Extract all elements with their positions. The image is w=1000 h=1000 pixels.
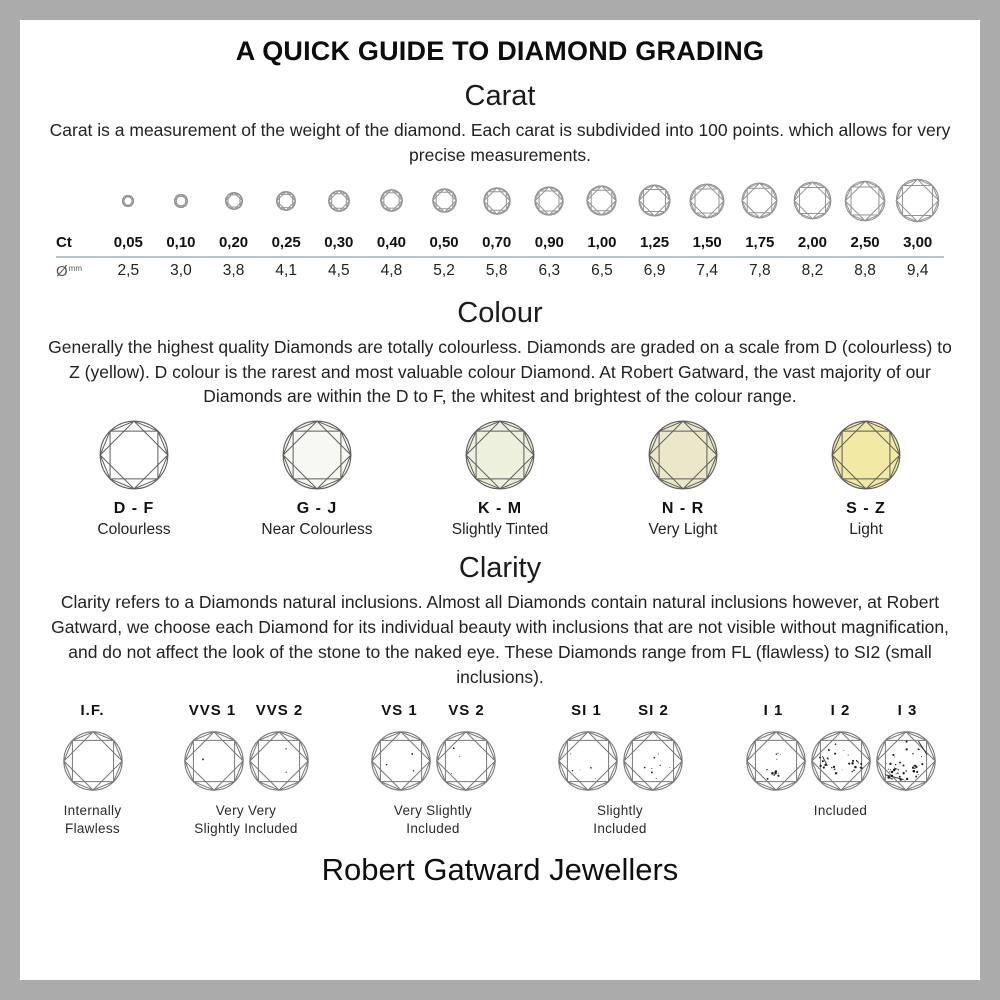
carat-description: Carat is a measurement of the weight of the diamond. Each carat is subdivided into 100 points. which allows for very precise measurements. (49, 120, 951, 165)
carat-heading: Carat (464, 80, 536, 112)
colour-grade-name: Light (849, 521, 883, 539)
clarity-group-diamonds (745, 730, 937, 792)
clarity-caption-line: Very Slightly (393, 802, 473, 818)
carat-ct-value: 1,00 (587, 233, 617, 251)
carat-ct-value: 1,50 (692, 233, 722, 251)
colour-grade-name: Near Colourless (261, 521, 373, 539)
carat-ct-value: 0,70 (482, 233, 512, 251)
carat-diamond-icon (225, 192, 243, 210)
carat-diamond-icon (638, 184, 671, 217)
carat-diamond-cell (207, 192, 260, 210)
carat-diamond-icon (483, 187, 511, 215)
carat-mm-value: 8,2 (801, 262, 824, 280)
carat-ct-value: 3,00 (903, 233, 933, 251)
carat-mm-value: 3,8 (222, 262, 245, 280)
carat-diamond-row (56, 172, 944, 230)
carat-ct-value: 0,40 (376, 233, 407, 251)
diameter-symbol: Ø (56, 262, 68, 280)
colour-grade-column (775, 419, 958, 539)
carat-ct-value: 0,30 (324, 233, 354, 251)
carat-diamond-icon (741, 182, 778, 219)
carat-section (20, 80, 980, 284)
clarity-description: Clarity refers to a Diamonds natural inclusions. Almost all Diamonds contain natural inclusions however, at Robert Gatward, we choose each Diamond for its individual beauty with inclusions that are not visible without magnification, and do not affect the look of the stone to the naked eye. These Diamonds range from FL (flawless) to SI2 (small inclusions). (51, 592, 949, 687)
carat-diamond-icon (895, 178, 940, 223)
carat-diamond-cell (365, 189, 418, 212)
clarity-caption-line: Slightly Included (194, 820, 298, 836)
carat-mm-value: 5,8 (485, 262, 508, 280)
carat-diamond-icon (122, 195, 134, 207)
carat-mm-value: 8,8 (854, 262, 876, 280)
colour-section (20, 297, 980, 540)
carat-diamond-cell (576, 185, 629, 216)
clarity-group (179, 702, 313, 838)
clarity-heading: Clarity (458, 552, 542, 585)
carat-ct-value: 2,00 (797, 233, 828, 251)
carat-diamond-cell (786, 181, 839, 220)
clarity-grade-label: SI 1 (571, 701, 602, 719)
carat-diamond-cell (891, 178, 944, 223)
carat-diamond-icon (380, 189, 403, 212)
clarity-group-caption (64, 802, 122, 838)
carat-mm-value: 5,2 (433, 262, 455, 280)
carat-size-chart (56, 172, 944, 284)
carat-mm-value: 4,8 (380, 262, 403, 280)
carat-ct-value: 0,10 (166, 233, 196, 251)
carat-mm-value: 7,4 (696, 262, 718, 280)
colour-grade-name: Very Light (648, 521, 718, 539)
clarity-diamond-icon (248, 730, 310, 792)
colour-grade-range: K - M (477, 500, 523, 518)
carat-ct-value: 0,20 (218, 233, 249, 251)
clarity-group-labels (740, 702, 941, 719)
colour-diamond-icon (647, 419, 719, 491)
carat-ct-value: 1,25 (639, 233, 670, 251)
clarity-group-diamonds (62, 730, 124, 792)
carat-mm-value: 4,1 (275, 262, 297, 280)
clarity-caption-line: Included (593, 820, 647, 836)
colour-grade-column (592, 419, 775, 539)
clarity-group-labels (179, 702, 313, 719)
carat-diamond-icon (432, 188, 457, 213)
colour-grade-column (226, 419, 409, 539)
carat-ct-row (56, 230, 944, 255)
carat-ct-value: 0,05 (113, 233, 143, 251)
carat-diamond-icon (534, 186, 564, 216)
clarity-group-diamonds (557, 730, 684, 792)
clarity-group-labels (59, 702, 126, 719)
carat-ct-value: 1,75 (745, 233, 775, 251)
clarity-caption-line: Flawless (65, 820, 120, 836)
clarity-diamond-icon (622, 730, 684, 792)
carat-diamond-icon (844, 180, 886, 222)
colour-grade-row (43, 419, 958, 539)
carat-mm-value: 4,5 (328, 262, 350, 280)
colour-grade-range: D - F (113, 500, 155, 518)
colour-description: Generally the highest quality Diamonds are totally colourless. Diamonds are graded on a scale from D (colourless) to Z (yellow). D colour is the rarest and most valuable colour Diamond. At Robert Gatward, the vast majority of our Diamonds are within the D to F, the whitest and brightest of the colour range. (48, 336, 952, 407)
clarity-group-labels (366, 702, 500, 719)
carat-mm-value: 3,0 (170, 262, 192, 280)
clarity-grade-label: SI 2 (638, 701, 669, 719)
clarity-grade-label: VS 1 (381, 701, 418, 719)
clarity-grade-label: I 1 (763, 701, 784, 719)
carat-diamond-icon (276, 191, 296, 211)
clarity-group-caption (194, 802, 297, 838)
clarity-caption-line: Slightly (597, 802, 643, 818)
colour-grade-range: G - J (296, 500, 338, 518)
carat-diamond-cell (470, 187, 523, 215)
carat-mm-value: 6,3 (538, 262, 561, 280)
colour-diamond-icon (98, 419, 170, 491)
clarity-diamond-icon (370, 730, 432, 792)
carat-diamond-cell (102, 195, 155, 207)
clarity-caption-line: Internally (63, 802, 122, 818)
clarity-section (20, 552, 980, 838)
clarity-grade-row (59, 702, 941, 838)
carat-diamond-cell (681, 183, 734, 219)
clarity-group (740, 702, 941, 820)
carat-ct-label: Ct (56, 233, 72, 251)
colour-grade-column (43, 419, 226, 539)
clarity-grade-label: I.F. (80, 701, 105, 719)
carat-diamond-cell (313, 190, 366, 212)
diameter-unit: mm (68, 263, 82, 273)
clarity-group-caption (593, 802, 646, 838)
clarity-group-caption (394, 802, 472, 838)
clarity-diamond-icon (557, 730, 619, 792)
carat-diamond-cell (628, 184, 681, 217)
colour-diamond-icon (830, 419, 902, 491)
clarity-diamond-icon (183, 730, 245, 792)
carat-mm-value: 9,4 (906, 262, 929, 280)
clarity-diamond-icon (435, 730, 497, 792)
carat-diamond-icon (328, 190, 350, 212)
clarity-group-caption (814, 802, 867, 820)
colour-heading: Colour (457, 296, 543, 329)
colour-grade-range: S - Z (846, 500, 886, 518)
colour-diamond-icon (281, 419, 353, 491)
carat-ct-value: 0,50 (429, 233, 459, 251)
carat-mm-value: 6,9 (643, 262, 666, 280)
carat-diamond-icon (174, 194, 188, 208)
clarity-grade-label: I 2 (830, 701, 851, 719)
clarity-diamond-icon (62, 730, 124, 792)
colour-grade-name: Slightly Tinted (451, 521, 549, 539)
carat-diamond-icon (793, 181, 832, 220)
clarity-group (366, 702, 500, 838)
carat-mm-value: 6,5 (591, 262, 613, 280)
carat-diamond-cell (839, 180, 892, 222)
colour-grade-name: Colourless (97, 521, 171, 539)
clarity-diamond-icon (875, 730, 937, 792)
clarity-group (553, 702, 687, 838)
carat-ct-value: 0,90 (534, 233, 564, 251)
carat-diamond-cell (418, 188, 471, 213)
carat-diameter-row (56, 259, 944, 284)
clarity-group (59, 702, 126, 838)
clarity-caption-line: Included (813, 802, 868, 818)
clarity-grade-label: I 3 (897, 701, 918, 719)
carat-diamond-icon (586, 185, 617, 216)
carat-mm-value: 7,8 (749, 262, 771, 280)
clarity-group-labels (553, 702, 687, 719)
clarity-caption-line: Included (406, 820, 460, 836)
page-title: A QUICK GUIDE TO DIAMOND GRADING (235, 36, 765, 66)
carat-diamond-cell (734, 182, 787, 219)
infographic-sheet (20, 20, 980, 980)
carat-diamond-cell (523, 186, 576, 216)
clarity-group-diamonds (370, 730, 497, 792)
colour-diamond-icon (464, 419, 536, 491)
jeweller-name: Robert Gatward Jewellers (321, 852, 679, 888)
clarity-grade-label: VVS 1 (188, 701, 237, 719)
clarity-caption-line: Very Very (215, 802, 277, 818)
carat-diamond-cell (260, 191, 313, 211)
carat-diamond-cell (155, 194, 208, 208)
carat-mm-value: 2,5 (117, 262, 140, 280)
colour-grade-range: N - R (661, 500, 705, 518)
carat-diamond-icon (689, 183, 725, 219)
clarity-group-diamonds (183, 730, 310, 792)
clarity-grade-label: VS 2 (448, 701, 485, 719)
clarity-diamond-icon (745, 730, 807, 792)
carat-ct-value: 2,50 (850, 233, 880, 251)
colour-grade-column (409, 419, 592, 539)
carat-ct-value: 0,25 (271, 233, 301, 251)
clarity-grade-label: VVS 2 (255, 701, 304, 719)
carat-table-divider (56, 256, 944, 258)
clarity-diamond-icon (810, 730, 872, 792)
